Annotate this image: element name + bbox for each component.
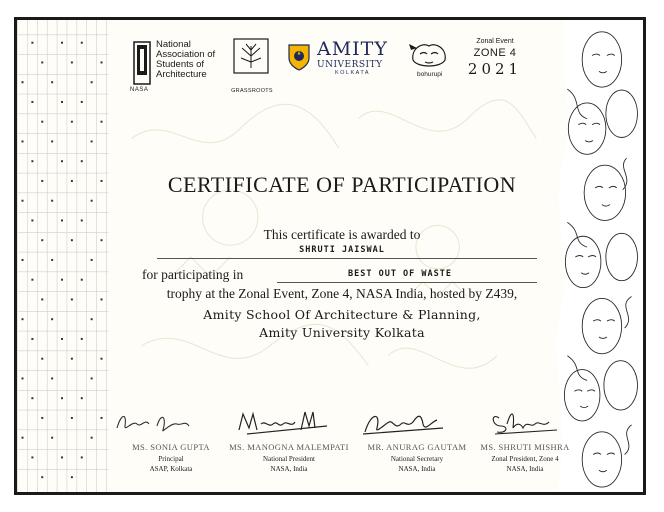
- university-name: Amity University Kolkata: [259, 325, 425, 340]
- signatory-name: MS. SHRUTI MISHRA: [480, 442, 570, 452]
- signature-manogna-malempati: [217, 402, 367, 438]
- signatory-name: MR. ANURAG GAUTAM: [367, 442, 467, 452]
- awarded-text: This certificate is awarded to: [263, 227, 421, 242]
- amity-subtitle: UNIVERSITY: [317, 60, 383, 70]
- event-year: 2021: [467, 60, 523, 78]
- signatory-block: [357, 442, 477, 474]
- certificate-frame: [14, 17, 646, 495]
- signature-shruti-mishra: [477, 402, 627, 438]
- signatory-role: National President: [263, 455, 315, 463]
- amity-city: KOLKATA: [335, 70, 371, 76]
- zonal-event-label: Zonal Event: [476, 38, 514, 45]
- signatory-role: Zonal President, Zone 4: [491, 455, 559, 463]
- signatory-org: NASA, India: [506, 465, 544, 473]
- amity-title: AMITY: [317, 38, 388, 60]
- signatory-name: MS. SONIA GUPTA: [132, 442, 210, 452]
- recipient-name: SHRUTI JAISWAL: [299, 245, 385, 255]
- signatory-block: [111, 442, 231, 474]
- decorative-grid-strip: [17, 20, 109, 492]
- signatory-block: [229, 442, 349, 474]
- nasa-label: NASA: [130, 87, 149, 93]
- trophy-text: trophy at the Zonal Event, Zone 4, NASA India, hosted by Z439,: [166, 286, 518, 301]
- signatory-role: Principal: [158, 455, 184, 463]
- recipient-underline: [157, 258, 537, 259]
- amity-crest-icon: [287, 42, 311, 72]
- nasa-logo-icon: [133, 41, 151, 85]
- participating-text: for participating in: [142, 267, 244, 282]
- event-underline: [277, 282, 537, 283]
- grassroots-logo-icon: [233, 38, 269, 74]
- event-name: BEST OUT OF WASTE: [348, 269, 452, 279]
- nasa-name: National Association of Students of Architecture: [156, 39, 216, 80]
- signatory-block: [465, 442, 585, 474]
- school-name: Amity School Of Architecture & Planning,: [203, 307, 481, 322]
- signatory-name: MS. MANOGNA MALEMPATI: [229, 442, 349, 452]
- bohurupi-label: bohurupi: [417, 71, 443, 78]
- grassroots-label: GRASSROOTS: [231, 88, 273, 94]
- zone-label: ZONE 4: [473, 47, 517, 59]
- signatory-role: National Secretary: [390, 455, 444, 463]
- signature-anurag-gautam: [347, 402, 497, 438]
- signatory-org: NASA, India: [270, 465, 308, 473]
- signatory-org: NASA, India: [398, 465, 436, 473]
- certificate-title: CERTIFICATE OF PARTICIPATION: [167, 172, 517, 197]
- signatory-org: ASAP, Kolkata: [149, 465, 193, 473]
- bohurupi-logo-icon: [407, 38, 451, 72]
